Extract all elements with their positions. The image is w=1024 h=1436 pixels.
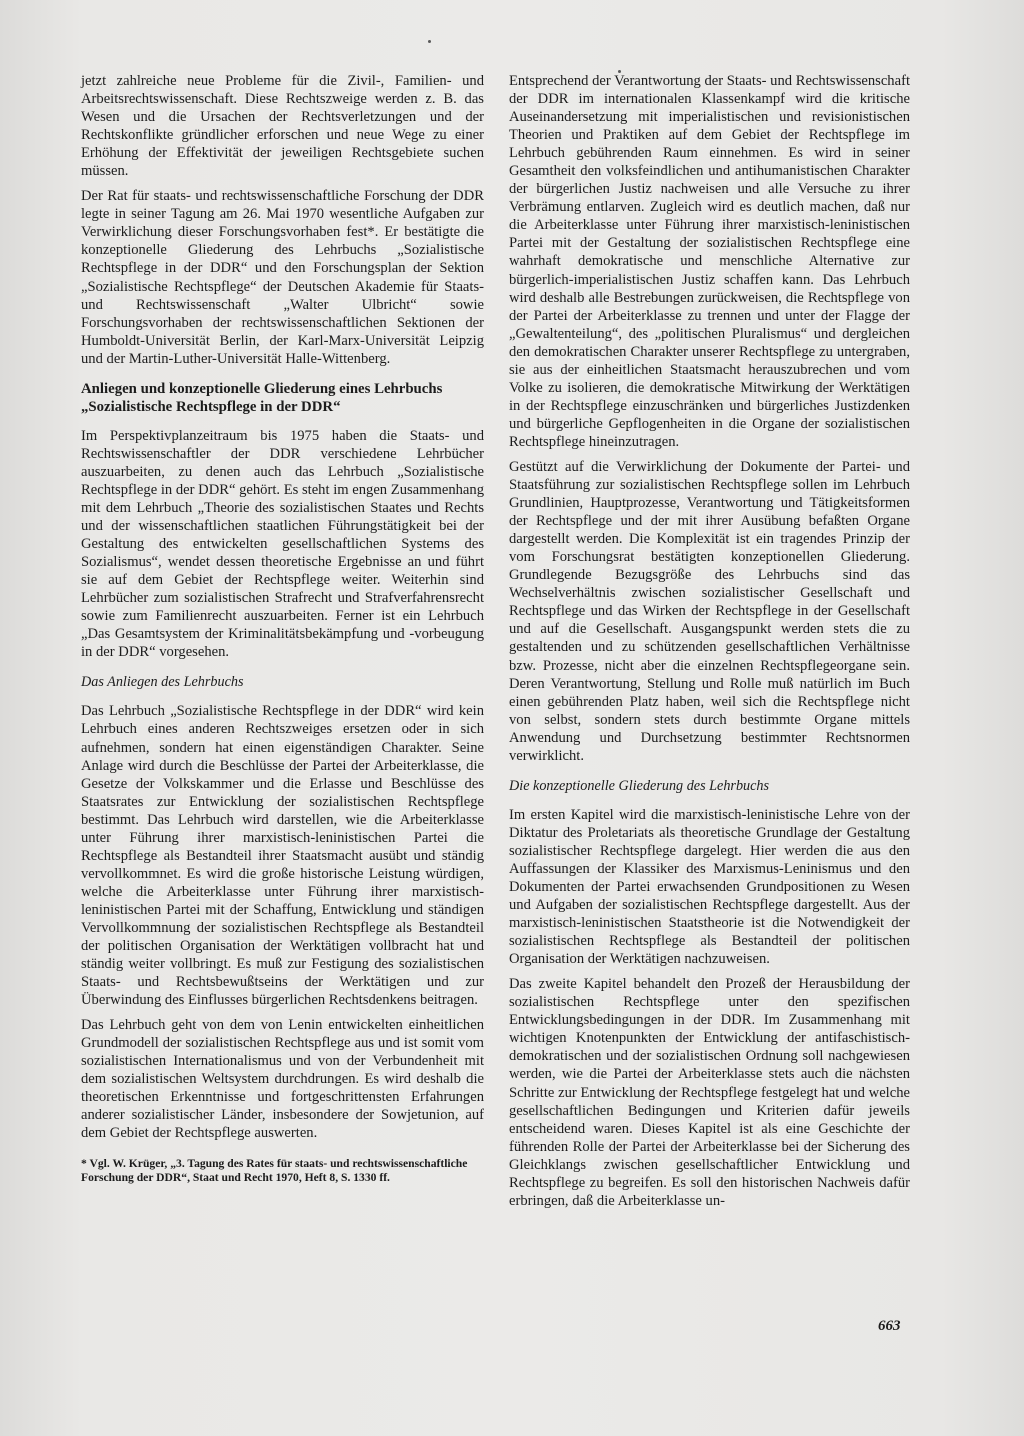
scan-speck bbox=[428, 40, 431, 43]
section-subheading: Die konzeptionelle Gliederung des Lehrbuchs bbox=[509, 777, 770, 794]
section-heading: Anliegen und konzeptionelle Gliederung eines Lehrbuchs „Sozialistische Rechtspflege in der DDR“ bbox=[81, 380, 443, 415]
page-number: 663 bbox=[878, 1318, 901, 1334]
section-subheading: Das Anliegen des Lehrbuchs bbox=[81, 674, 244, 691]
body-paragraph: Das Lehrbuch „Sozialistische Rechtspflege in der DDR“ wird kein Lehrbuch eines anderen Rechtszweiges ersetzen oder in sich aufnehmen, sondern hat einen eigenständigen Charakter. Seine Anlage wird durch die Beschlüsse der Partei der Arbeiterklasse, die Gesetze der Volkskammer und die Erlasse und Beschlüsse des Staatsrates zur Entwicklung der sozialistischen Rechtspflege bestimmt. Das Lehrbuch wird darstellen, wie die Arbeiterklasse unter Führung ihrer marxistisch-leninistischen Partei die Rechtspflege als Bestandteil ihrer Staatsmacht ausübt und ständig vervollkommnet. Es wird die große historische Leistung würdigen, welche die Arbeiterklasse unter Führung ihrer marxistisch-leninistischen Partei mit der Schaffung, Entwicklung und ständigen Vervollkommnung der sozialistischen Rechtspflege als Bestandteil der politischen Organisation der Werktätigen vollbracht hat und ständig weiter vollbringt. Es muß zur Festigung des sozialistischen Staats- und Rechtsbewußtseins der Werktätigen und zur Überwindung des Einflusses bürgerlichen Rechtsdenkens beitragen. bbox=[81, 703, 484, 1009]
right-column bbox=[509, 72, 910, 1217]
footnote: * Vgl. W. Krüger, „3. Tagung des Rates für staats- und rechtswissenschaftliche Forschung der DDR“, Staat und Recht 1970, Heft 8, S. 1330 ff. bbox=[81, 1156, 468, 1184]
body-paragraph: jetzt zahlreiche neue Probleme für die Zivil-, Familien- und Arbeitsrechtswissenschaft. Diese Rechtszweige werden z. B. das Wesen und die Ursachen der Rechtsverletzungen und der Rechtskonflikte gründlicher erforschen und neue Wege zu einer Erhöhung der Effektivität der jeweiligen Rechtsgebiete suchen müssen. bbox=[81, 73, 484, 180]
left-column bbox=[81, 72, 484, 1185]
body-paragraph: Der Rat für staats- und rechtswissenschaftliche Forschung der DDR legte in seiner Tagung am 26. Mai 1970 wesentliche Aufgaben zur Verwirklichung dieser Forschungsvorhaben fest*. Er bestätigte die konzeptionelle Gliederung des Lehrbuchs „Sozialistische Rechtspflege in der DDR“ und den Forschungsplan der Sektion „Sozialistische Rechtspflege“ der Deutschen Akademie für Staats- und Rechtswissenschaft „Walter Ulbricht“ sowie Forschungsvorhaben der rechtswissenschaftlichen Sektionen der Humboldt-Universität Berlin, der Karl-Marx-Universität Leipzig und der Martin-Luther-Universität Halle-Wittenberg. bbox=[81, 188, 484, 367]
body-paragraph: Gestützt auf die Verwirklichung der Dokumente der Partei- und Staatsführung zur sozialistischen Rechtspflege sollen im Lehrbuch Grundlinien, Hauptprozesse, Verantwortung und Tätigkeitsformen der Rechtspflege und der mit ihrer Ausübung befaßten Organe dargestellt werden. Die Komplexität ist ein tragendes Prinzip der vom Forschungsrat bestätigten konzeptionellen Gliederung. Grundlegende Bezugsgröße des Lehrbuchs sind das Wechselverhältnis zwischen sozialistischer Gesellschaft und Rechtspflege und das Wirken der Rechtspflege in der Gesellschaft und auf die Gesellschaft. Ausgangspunkt werden stets die zu gestaltenden und zu schützenden gesellschaftlichen Verhältnisse bzw. Prozesse, nicht aber die einzelnen Rechtspflegeorgane sein. Deren Verantwortung, Stellung und Rolle muß natürlich im Buch einen gebührenden Platz haben, weil sich die Rechtspflege nicht von selbst, sondern stets durch bestimmte Organe mittels Anwendung und Durchsetzung bestimmter Rechtsnormen verwirklicht. bbox=[509, 458, 910, 764]
body-paragraph: Entsprechend der Verantwortung der Staats- und Rechtswissenschaft der DDR im internationalen Klassenkampf wird die kritische Auseinandersetzung mit imperialistischen und revisionistischen Theorien und Praktiken auf dem Gebiet der Rechtspflege im Lehrbuch gebührenden Raum einnehmen. Es wird in seiner Gesamtheit den volksfeindlichen und antihumanistischen Charakter der bürgerlichen Justiz nachweisen und alle Versuche zu ihrer Verbrämung entlarven. Zugleich wird es deutlich machen, daß nur die Arbeiterklasse unter Führung ihrer marxistisch-leninistischen Partei mit der Gestaltung der sozialistischen Rechtspflege eine wahrhaft demokratische und menschliche Alternative zur bürgerlich-imperialistischen Justiz schaffen kann. Das Lehrbuch wird deshalb alle Bestrebungen zurückweisen, die Rechtspflege von der Partei der Arbeiterklasse zu trennen und unter der Flagge der „Gewaltenteilung“, des „politischen Pluralismus“ und dergleichen den demokratischen Charakter unserer Rechtspflege zu untergraben, sie aus der einheitlichen Staatsmacht herauszubrechen und vom Volke zu isolieren, die demokratische Mitwirkung der Werktätigen in der Rechtspflege einzuschränken und bürgerliches Justizdenken und bürgerliche Gepflogenheiten in die Organe der sozialistischen Rechtspflege hineinzutragen. bbox=[509, 73, 910, 450]
body-paragraph: Das Lehrbuch geht von dem von Lenin entwickelten einheitlichen Grundmodell der sozialistischen Rechtspflege aus und ist somit vom sozialistischen Internationalismus und von der Verbundenheit mit dem sozialistischen Weltsystem durchdrungen. Es wird deshalb die theoretischen Erkenntnisse und fortgeschrittensten Erfahrungen anderer sozialistischer Länder, insbesondere der Sowjetunion, auf dem Gebiet der Rechtspflege auswerten. bbox=[81, 1017, 484, 1142]
body-paragraph: Im Perspektivplanzeitraum bis 1975 haben die Staats- und Rechtswissenschaftler der DDR verschiedene Lehrbücher auszuarbeiten, zu denen auch das Lehrbuch „Sozialistische Rechtspflege in der DDR“ gehört. Es steht im engen Zusammenhang mit dem Lehrbuch „Theorie des sozialistischen Staates und Rechts und der wissenschaftlichen staatlichen Führungstätigkeit bei der Gestaltung des entwickelten gesellschaftlichen Systems des Sozialismus“, wendet dessen theoretische Ergebnisse an und führt sie auf dem Gebiet der Rechtspflege weiter. Weiterhin sind Lehrbücher zum sozialistischen Strafrecht und Strafverfahrensrecht sowie zum Familienrecht auszuarbeiten. Ferner ist ein Lehrbuch „Das Gesamtsystem der Kriminalitätsbekämpfung und -vorbeugung in der DDR“ vorgesehen. bbox=[81, 427, 484, 661]
body-paragraph: Im ersten Kapitel wird die marxistisch-leninistische Lehre von der Diktatur des Proletariats als theoretische Grundlage der Gestaltung sozialistischer Rechtspflege dargelegt. Hier werden die aus den Auffassungen der Klassiker des Marxismus-Leninismus und den Dokumenten der Partei erwachsenden Grundpositionen zu Wesen und Aufgaben der sozialistischen Rechtspflege dargestellt. Aus der marxistisch-leninistischen Staatstheorie ist die Notwendigkeit der sozialistischen Rechtspflege als Bestandteil der politischen Organisation der Werktätigen nachzuweisen. bbox=[509, 806, 910, 968]
body-paragraph: Das zweite Kapitel behandelt den Prozeß der Herausbildung der sozialistischen Rechtspflege unter den spezifischen Entwicklungsbedingungen in der DDR. Im Zusammenhang mit wichtigen Knotenpunkten der Entwicklung der antifaschistisch-demokratischen und der sozialistischen Ordnung soll nachgewiesen werden, wie die Partei der Arbeiterklasse stets auch die nächsten Schritte zur Entwicklung der Rechtspflege festgelegt hat und welche gesellschaftlichen Bedingungen und Kriterien dafür jeweils entscheidend waren. Dieses Kapitel ist als eine Geschichte der führenden Rolle der Partei der Arbeiterklasse bei der Sicherung des Gleichklangs zwischen gesellschaftlicher Entwicklung und Rechtspflege zu begreifen. Es soll den historischen Nachweis dafür erbringen, daß die Arbeiterklasse un- bbox=[509, 976, 910, 1209]
